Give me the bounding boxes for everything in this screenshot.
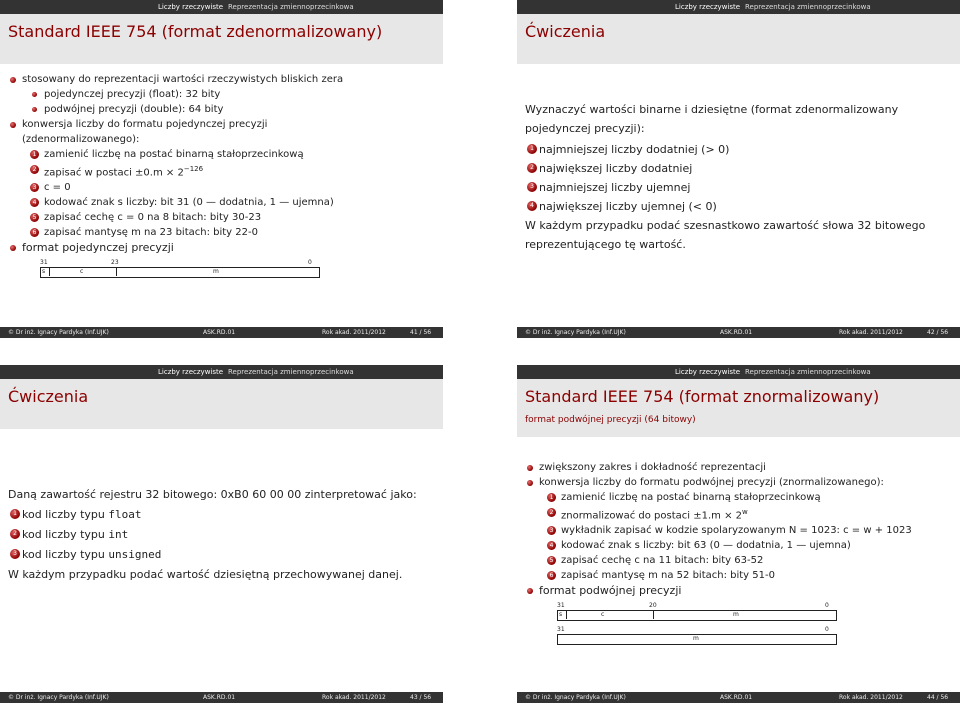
title-band — [517, 379, 960, 437]
enum-item: 4 kodować znak s liczby: bit 31 (0 — dodatnia, 1 — ujemna) — [8, 195, 438, 210]
list-item: konwersja liczby do formatu podwójnej precyzji (znormalizowanego): — [525, 475, 955, 490]
bullet-icon — [32, 107, 37, 112]
nav-section-link[interactable]: Liczby rzeczywiste — [675, 368, 741, 376]
title-band — [0, 379, 443, 429]
page-number: 42 / 56 — [927, 329, 949, 336]
bullet-icon — [32, 92, 37, 97]
enum-item: 3 c = 0 — [8, 180, 438, 195]
nav-subsection-link[interactable]: Reprezentacja zmiennoprzecinkowa — [228, 368, 354, 376]
list-item: format pojedynczej precyzji — [8, 240, 438, 255]
slide-title: Standard IEEE 754 (format znormalizowany) — [525, 387, 880, 406]
enum-item: 4 największej liczby ujemnej (< 0) — [525, 197, 950, 216]
slide-title: Standard IEEE 754 (format zdenormalizowany) — [8, 22, 383, 41]
slide-43 — [0, 365, 443, 703]
list-item: konwersja liczby do formatu pojedynczej precyzji (zdenormalizowanego): — [8, 117, 312, 147]
page-number: 44 / 56 — [927, 694, 949, 701]
enum-item: 3 kod liczby typu unsigned — [8, 545, 433, 565]
slide-41 — [0, 0, 443, 338]
nav-section-link[interactable]: Liczby rzeczywiste — [158, 3, 224, 11]
bit-format-diagram-upper: 31 20 0 s c m — [525, 598, 955, 622]
footer: © Dr inż. Ignacy Pardyka (Inf.UJK) ASK.RD.01 Rok akad. 2011/2012 41 / 56 — [0, 327, 443, 338]
nav-bar — [0, 0, 443, 14]
slide-body: Wyznaczyć wartości binarne i dziesiętne (format zdenormalizowany pojedynczej precyzji): 1 najmniejszej liczby dodatniej (> 0) 2 największej liczby dodatniej 3 najmniejszej liczby ujemnej 4 największej liczby ujemnej (< 0) W każdym przypadku podać szesnastkowo zawartość słowa 32 bitowego reprezentującego tę wartość. — [525, 100, 950, 254]
enum-item: 2 znormalizować do postaci $\pm 1.m \times 2^w$ — [525, 505, 955, 523]
nav-subsection-link[interactable]: Reprezentacja zmiennoprzecinkowa — [745, 3, 871, 11]
list-item: zwiększony zakres i dokładność reprezentacji — [525, 460, 955, 475]
list-item: stosowany do reprezentacji wartości rzeczywistych bliskich zera — [8, 72, 438, 87]
nav-subsection-link[interactable]: Reprezentacja zmiennoprzecinkowa — [228, 3, 354, 11]
slide-body — [8, 72, 438, 287]
nav-section-link[interactable]: Liczby rzeczywiste — [158, 368, 224, 376]
nav-section-link[interactable]: Liczby rzeczywiste — [675, 3, 741, 11]
title-band — [517, 14, 960, 64]
enum-item: 3 najmniejszej liczby ujemnej — [525, 178, 950, 197]
enum-item: 3 wykładnik zapisać w kodzie spolaryzowanym N = 1023: c = w + 1023 — [525, 523, 955, 538]
enum-item: 1 najmniejszej liczby dodatniej (> 0) — [525, 140, 950, 159]
slide-title: Ćwiczenia — [8, 387, 89, 406]
page-number: 43 / 56 — [410, 694, 432, 701]
enum-item: 2 największej liczby dodatniej — [525, 159, 950, 178]
list-item: pojedynczej precyzji (float): 32 bity — [8, 87, 438, 102]
title-band — [0, 14, 443, 64]
slide-title: Ćwiczenia — [525, 22, 606, 41]
nav-subsection-link[interactable]: Reprezentacja zmiennoprzecinkowa — [745, 368, 871, 376]
enum-item: 6 zapisać mantysę m na 52 bitach: bity 51-0 — [525, 568, 955, 583]
bullet-icon — [527, 588, 533, 594]
enum-item: 1 kod liczby typu float — [8, 505, 433, 525]
enum-item: 5 zapisać cechę c = 0 na 8 bitach: bity 30-23 — [8, 210, 438, 225]
nav-bar — [517, 0, 960, 14]
enum-item: 2 kod liczby typu int — [8, 525, 433, 545]
footer: © Dr inż. Ignacy Pardyka (Inf.UJK) ASK.RD.01 Rok akad. 2011/2012 44 / 56 — [517, 692, 960, 703]
list-item: format podwójnej precyzji — [525, 583, 955, 598]
footer: © Dr inż. Ignacy Pardyka (Inf.UJK) ASK.RD.01 Rok akad. 2011/2012 43 / 56 — [0, 692, 443, 703]
footer: © Dr inż. Ignacy Pardyka (Inf.UJK) ASK.RD.01 Rok akad. 2011/2012 42 / 56 — [517, 327, 960, 338]
bullet-icon — [10, 122, 16, 128]
slide-body: Daną zawartość rejestru 32 bitowego: 0xB0 60 00 00 zinterpretować jako: 1 kod liczby typu float 2 kod liczby typu int 3 kod liczby typu unsigned W każdym przypadku podać wartość dziesiętną przechowywanej danej. — [8, 485, 433, 585]
nav-bar — [517, 365, 960, 379]
enum-item: 2 zapisać w postaci $\pm 0.m \times 2^{-126}$ — [8, 162, 438, 180]
bit-format-diagram: 31 23 0 s c m — [8, 255, 438, 287]
bullet-icon — [527, 465, 533, 471]
bullet-icon — [10, 77, 16, 83]
enum-item: 1 zamienić liczbę na postać binarną stałoprzecinkową — [525, 490, 955, 505]
enum-item: 1 zamienić liczbę na postać binarną stałoprzecinkową — [8, 147, 438, 162]
slide-body — [525, 460, 955, 646]
slide-42 — [517, 0, 960, 338]
enum-item: 6 zapisać mantysę m na 23 bitach: bity 22-0 — [8, 225, 438, 240]
page-number: 41 / 56 — [410, 329, 432, 336]
enum-item: 5 zapisać cechę c na 11 bitach: bity 63-52 — [525, 553, 955, 568]
bullet-icon — [527, 480, 533, 486]
list-item: podwójnej precyzji (double): 64 bity — [8, 102, 438, 117]
bullet-icon — [10, 245, 16, 251]
slide-44 — [517, 365, 960, 703]
nav-bar — [0, 365, 443, 379]
bit-format-diagram-lower: 31 0 m — [525, 622, 955, 646]
enum-item: 4 kodować znak s liczby: bit 63 (0 — dodatnia, 1 — ujemna) — [525, 538, 955, 553]
slide-subtitle: format podwójnej precyzji (64 bitowy) — [525, 415, 696, 425]
